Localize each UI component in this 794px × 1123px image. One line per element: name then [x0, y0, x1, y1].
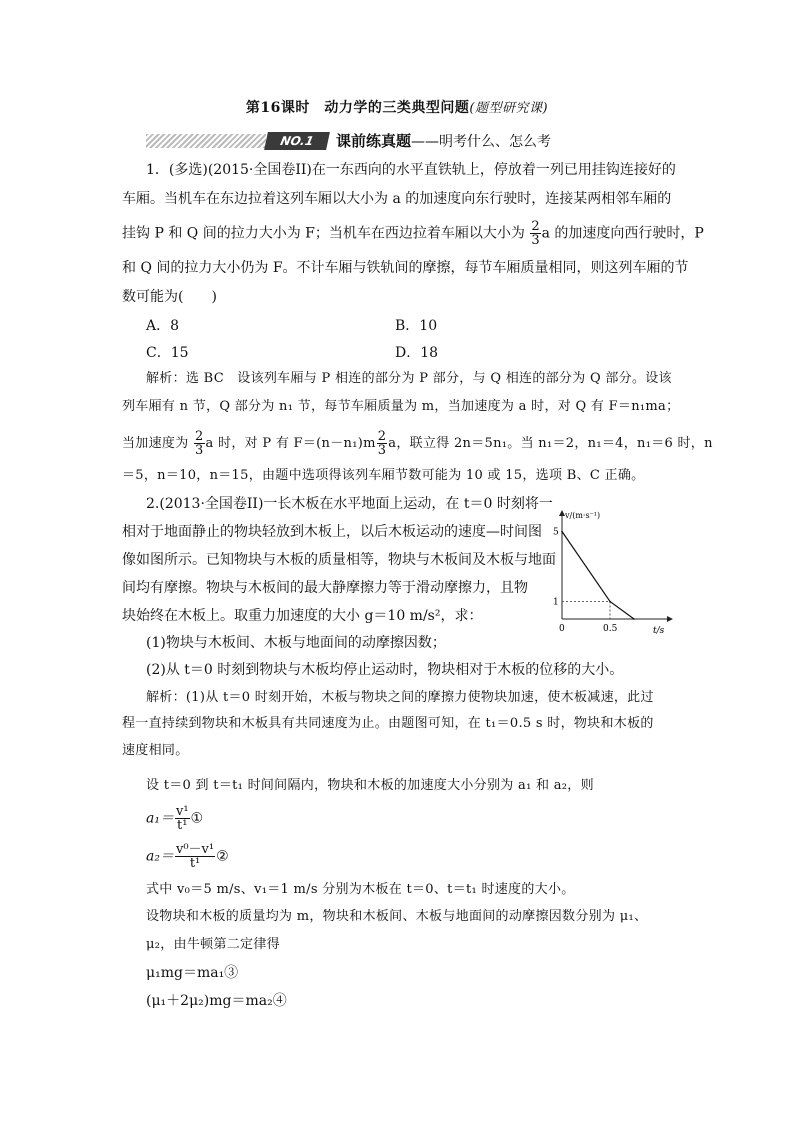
eq1-fraction — [175, 805, 190, 832]
banner-number: NO.1 — [264, 132, 330, 150]
velocity-point-2 — [633, 618, 635, 620]
sol2-line-1: 解析：(1)从 t＝0 时刻开始，木板与物块之间的摩擦力使物块加速，使木板减速，此过 — [146, 690, 654, 705]
eq2-lhs: a₂＝ — [146, 848, 174, 865]
q2-line-6: (1)物块与木板间、木板与地面间的动摩擦因数； — [146, 635, 446, 651]
velocity-line — [562, 532, 634, 620]
q1-line-3 — [122, 220, 704, 247]
q1-line-5: 数可能为( ) — [122, 289, 217, 305]
eq2-den: t¹ — [189, 856, 201, 871]
sol1-frac2-den: 3 — [377, 443, 387, 458]
option-d: D．18 — [395, 345, 439, 361]
velocity-point-1 — [609, 601, 611, 603]
eq1-num: v¹ — [175, 804, 189, 819]
eq2-fraction — [175, 843, 215, 870]
eq1-lhs: a₁＝ — [146, 810, 174, 827]
eq2-num: v⁰－v¹ — [175, 842, 215, 857]
q1-line-2: 车厢。当机车在东边拉着这列车厢以大小为 a 的加速度向东行驶时，连接某两相邻车厢的 — [122, 191, 672, 207]
q1-line-4: 和 Q 间的拉力大小仍为 F。不计车厢与铁轨间的摩擦，每节车厢质量相同，则这列车厢的节 — [122, 260, 689, 276]
sol2-line-4: 设 t＝0 到 t＝t₁ 时间间隔内，物块和木板的加速度大小分别为 a₁ 和 a₂，则 — [146, 778, 594, 793]
title-text: 第16课时 动力学的三类典型问题 — [245, 100, 470, 116]
q1-line-3b: a 的加速度向西行驶时，P — [541, 225, 704, 242]
sol1-frac1-num: 2 — [194, 429, 204, 444]
sol1-fraction-1 — [194, 430, 205, 457]
equation-2 — [146, 843, 229, 870]
q2-line-2: 相对于地面静止的物块轻放到木板上，以后木板运动的速度—时间图 — [122, 524, 542, 540]
title-tag: (题型研究课) — [469, 101, 549, 116]
eq1-den: t¹ — [177, 818, 188, 833]
sol1-line-3c: a，联立得 2n＝5n₁。当 n₁＝2，n₁＝4，n₁＝6 时，n — [388, 436, 713, 451]
q1-line-1: 1．(多选)(2015·全国卷II)在一东西向的水平直铁轨上，停放着一列已用挂钩连接好的 — [146, 162, 676, 178]
sol2-line-3: 速度相同。 — [122, 743, 189, 758]
sol1-line-3b: a 时，对 P 有 F＝(n－n₁)m — [205, 436, 376, 451]
q2-line-5: 块始终在木板上。取重力加速度的大小 g＝10 m/s²，求： — [122, 608, 483, 624]
x-tick-label-0: 0 — [559, 624, 565, 634]
sol1-line-3a: 当加速度为 — [122, 436, 189, 451]
eq2-tag: ② — [216, 848, 229, 865]
page-title — [0, 97, 794, 117]
sol1-frac2-num: 2 — [377, 429, 387, 444]
sol1-line-3 — [122, 430, 713, 457]
q1-frac-num: 2 — [531, 219, 540, 234]
chart-layer — [553, 511, 672, 636]
banner-stripes — [146, 134, 266, 148]
sol2-line-5: 式中 v₀＝5 m/s、v₁＝1 m/s 分别为木板在 t＝0、t＝t₁ 时速度的大小。 — [146, 882, 575, 897]
q1-fraction — [530, 220, 540, 247]
x-tick-label-0-5: 0.5 — [603, 624, 618, 634]
banner-text — [336, 130, 551, 153]
sol2-line-2: 程一直持续到物块和木板具有共同速度为止。由题图可知，在 t₁＝0.5 s 时，物块和木板的 — [122, 716, 654, 731]
y-axis-label: v/(m·s⁻¹) — [565, 511, 601, 520]
eq1-tag: ① — [190, 810, 204, 827]
y-tick-label-1: 1 — [553, 597, 559, 608]
q2-line-4: 间均有摩擦。物块与木板间的最大静摩擦力等于滑动摩擦力，且物 — [122, 580, 528, 596]
option-a: A．8 — [146, 318, 180, 334]
equation-3: μ₁mg＝ma₁③ — [146, 965, 239, 981]
sol1-line-1: 解析：选 BC 设该列车厢与 P 相连的部分为 P 部分，与 Q 相连的部分为 Q 部分。设该 — [146, 371, 672, 386]
sol2-line-7: μ₂，由牛顿第二定律得 — [146, 937, 280, 952]
q2-line-7: (2)从 t＝0 时刻到物块与木板均停止运动时，物块相对于木板的位移的大小。 — [146, 662, 624, 678]
section-banner — [146, 130, 666, 152]
q2-line-3: 像如图所示。已知物块与木板的质量相等，物块与木板间及木板与地面 — [122, 552, 556, 568]
equation-4: (μ₁＋2μ₂)mg＝ma₂④ — [146, 993, 287, 1009]
option-c: C．15 — [146, 345, 189, 361]
option-b: B．10 — [395, 318, 438, 334]
sol1-line-4: ＝5，n＝10，n＝15，由题中选项得该列车厢节数可能为 10 或 15，选项 B、C 正确。 — [122, 468, 645, 483]
q2-line-1: 2.(2013·全国卷II)一长木板在水平地面上运动，在 t＝0 时刻将一 — [146, 496, 553, 512]
y-tick-label-5: 5 — [553, 527, 559, 538]
q1-frac-den: 3 — [531, 233, 540, 248]
x-axis-label: t/s — [653, 626, 665, 636]
sol1-line-2: 列车厢有 n 节，Q 部分为 n₁ 节，每节车厢质量为 m，当加速度为 a 时，对 Q 有 F＝n₁ma； — [122, 399, 680, 414]
sol1-fraction-2 — [377, 430, 388, 457]
velocity-point-0 — [561, 531, 563, 533]
sol2-line-6: 设物块和木板的质量均为 m，物块和木板间、木板与地面间的动摩擦因数分别为 μ₁、 — [146, 909, 648, 924]
q1-line-3a: 挂钩 P 和 Q 间的拉力大小为 F；当机车在西边拉着车厢以大小为 — [122, 225, 525, 242]
equation-1 — [146, 805, 203, 832]
banner-main: 课前练真题 — [336, 132, 412, 150]
velocity-time-chart — [540, 505, 680, 640]
sol1-frac1-den: 3 — [194, 443, 204, 458]
banner-sub: ——明考什么、怎么考 — [411, 134, 552, 150]
